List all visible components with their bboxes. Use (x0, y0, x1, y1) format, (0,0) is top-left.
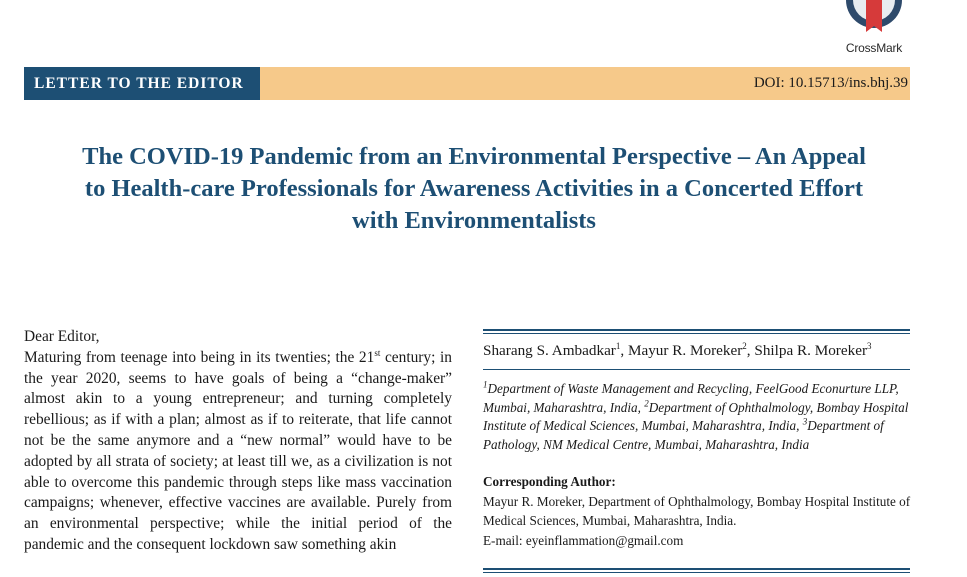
author-divider (483, 369, 910, 370)
corresponding-author-address: Mayur R. Moreker, Department of Ophthalmology, Bombay Hospital Institute of Medical Sciences, Mumbai, Maharashtra, India. (483, 493, 911, 528)
author-affiliation-number: 1 (615, 340, 621, 351)
article-header-band (24, 67, 910, 100)
crossmark-logo-icon (843, 0, 905, 42)
author-name: Shilpa R. Moreker (754, 342, 867, 359)
bottom-divider (483, 568, 910, 573)
affiliations (483, 380, 911, 454)
author-name: Mayur R. Moreker (627, 342, 743, 359)
author-separator: , (620, 342, 628, 359)
salutation: Dear Editor, (24, 328, 100, 345)
section-label: LETTER TO THE EDITOR (24, 67, 260, 100)
affiliation-number: 1 (483, 379, 488, 390)
body-text-part: Maturing from teenage into being in its twenties; the 21 (24, 348, 375, 366)
body-text-part: century; in the year 2020, seems to have goals of being a “change-maker” almost akin to a young entrepreneur; and turning completely rebellious; as if with a plan; almost as if to reiterate, that life cannot not be the same anymore and a “new normal” would have to be adopted by all strata of society; at least till we, as a civilization is not able to overcome this pandemic through steps like mass vaccination campaigns; whenever, effective vaccines are available. Purely from an environmental perspective; while the initial period of the pandemic and the consequent lockdown saw something akin (24, 348, 452, 553)
author-separator: , (746, 342, 755, 359)
corresponding-author-heading: Corresponding Author: (483, 474, 616, 489)
corresponding-author-email[interactable]: E-mail: eyeinflammation@gmail.com (483, 532, 684, 548)
author-name: Sharang S. Ambadkar (483, 342, 616, 359)
affiliation-number: 2 (644, 398, 649, 409)
letter-body (24, 327, 452, 556)
corresponding-author-block (483, 472, 911, 550)
author-affiliation-number: 3 (867, 340, 872, 351)
affiliation-text: Department of Pathology, NM Medical Centre, Mumbai, Maharashtra, India (483, 418, 884, 452)
author-affiliation-number: 2 (742, 340, 747, 351)
title-line: The COVID-19 Pandemic from an Environmental Perspective – An Appeal (82, 143, 866, 170)
body-paragraph (24, 348, 452, 556)
crossmark-label: CrossMark (845, 41, 903, 55)
author-list (483, 341, 911, 361)
top-divider (483, 329, 910, 334)
doi-text[interactable]: DOI: 10.15713/ins.bhj.39 (753, 75, 908, 91)
affiliation-text: Department of Ophthalmology, Bombay Hospital Institute of Medical Sciences, Mumbai, Maharashtra, India, (483, 399, 909, 433)
title-line: with Environmentalists (352, 207, 596, 234)
ordinal-superscript: st (374, 347, 381, 358)
affiliation-text: Department of Waste Management and Recycling, FeelGood Econurture LLP, Mumbai, Maharashtra, India, (483, 381, 899, 415)
crossmark-logo[interactable] (836, 0, 912, 58)
title-line: to Health-care Professionals for Awareness Activities in a Concerted Effort (84, 175, 864, 202)
author-info-panel (483, 329, 911, 550)
affiliation-number: 3 (802, 416, 808, 427)
article-title (24, 141, 924, 237)
